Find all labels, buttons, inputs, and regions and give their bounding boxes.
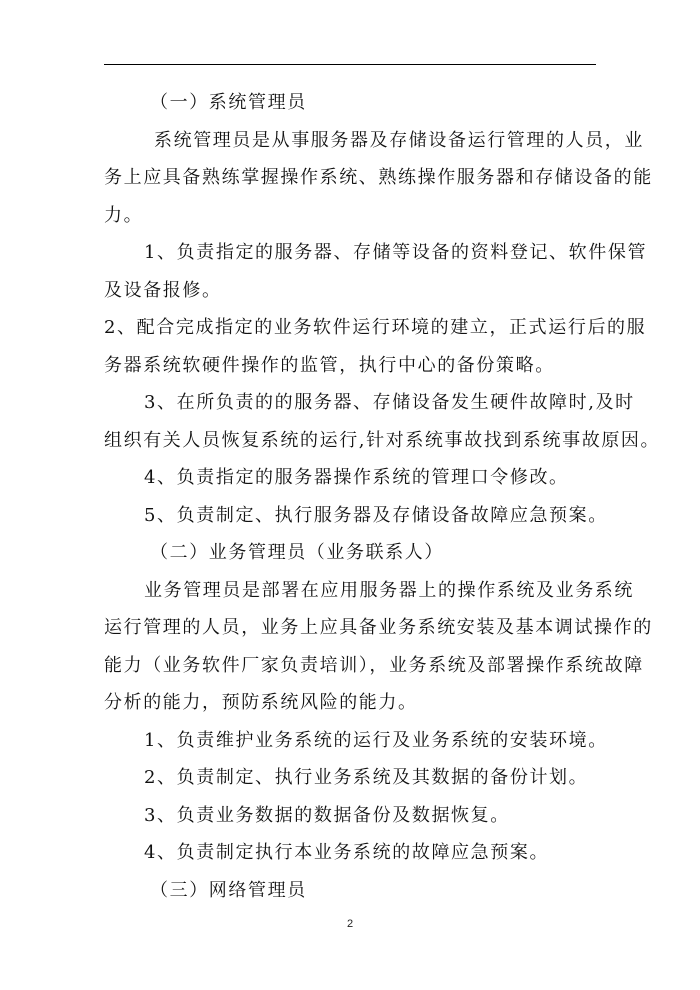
body-line: 能力（业务软件厂家负责培训），业务系统及部署操作系统故障 [104,654,644,676]
list-item-line: 4、负责制定执行本业务系统的故障应急预案。 [144,842,550,863]
list-item-line: 2、配合完成指定的业务软件运行环境的建立，正式运行后的服 [104,317,647,338]
section-heading-system-admin: （一）系统管理员 [150,92,307,113]
body-line: 务上应具备熟练掌握操作系统、熟练操作服务器和存储设备的能 [104,167,653,188]
section-heading-business-admin: （二）业务管理员（业务联系人） [150,542,444,563]
body-line: 运行管理的人员，业务上应具备业务系统安装及基本调试操作的 [104,617,653,638]
list-item-line: 务器系统软硬件操作的监管，执行中心的备份策略。 [104,354,555,376]
header-rule [104,64,596,65]
list-item-line: 及设备报修。 [104,279,222,301]
list-item-line: 1、负责指定的服务器、存储等设备的资料登记、软件保管 [144,242,648,263]
list-item-line: 组织有关人员恢复系统的运行,针对系统事故找到系统事故原因。 [104,429,661,451]
body-line: 业务管理员是部署在应用服务器上的操作系统及业务系统 [144,579,634,601]
list-item-line: 1、负责维护业务系统的运行及业务系统的安装环境。 [144,729,608,751]
section-heading-network-admin: （三）网络管理员 [150,879,307,901]
body-line: 力。 [104,204,144,226]
body-line: 分析的能力，预防系统风险的能力。 [104,692,418,713]
list-item-line: 4、负责指定的服务器操作系统的管理口令修改。 [144,467,569,488]
list-item-line: 5、负责制定、执行服务器及存储设备故障应急预案。 [144,504,608,526]
list-item-line: 3、负责业务数据的数据备份及数据恢复。 [144,804,510,826]
list-item-line: 2、负责制定、执行业务系统及其数据的备份计划。 [144,767,589,788]
body-line: 系统管理员是从事服务器及存储设备运行管理的人员，业 [154,129,644,151]
page-number: 2 [346,918,354,930]
list-item-line: 3、在所负责的的服务器、存储设备发生硬件故障时,及时 [144,392,635,413]
document-body [104,84,661,909]
